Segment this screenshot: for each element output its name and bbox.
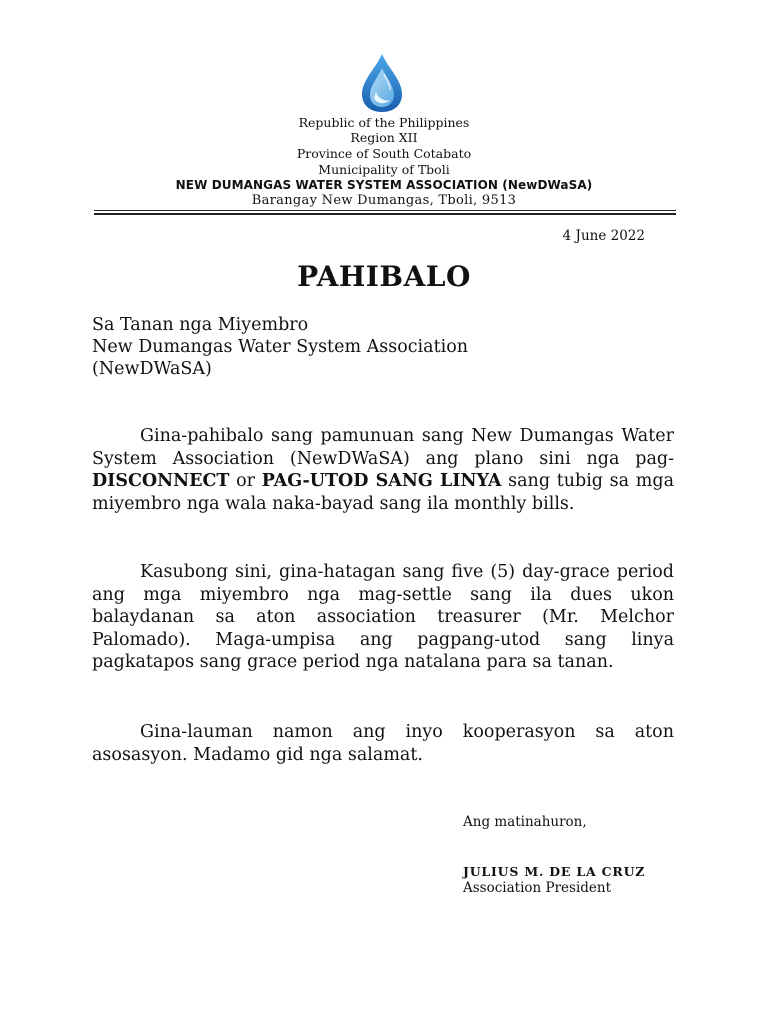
document-date: 4 June 2022 — [562, 228, 645, 244]
header-rule-top — [94, 210, 676, 211]
header-organization: NEW DUMANGAS WATER SYSTEM ASSOCIATION (NewDWaSA) — [175, 178, 593, 192]
header-country: Republic of the Philippines — [298, 115, 470, 130]
addressee-line: New Dumangas Water System Association — [92, 337, 469, 357]
closing-salutation: Ang matinahuron, — [463, 814, 587, 830]
header-province: Province of South Cotabato — [296, 146, 472, 161]
header-rule-bottom — [94, 213, 676, 215]
header-region: Region XII — [350, 130, 418, 145]
body-paragraph-3: Gina-lauman namon ang inyo kooperasyon sa aton asosasyon. Madamo gid nga salamat. — [92, 722, 674, 765]
body-paragraph-1: Gina-pahibalo sang pamunuan sang New Dumangas Water System Association (NewDWaSA) ang plano sini nga pag-DISCONNECT or PAG-UTOD SANG LINYA sang tubig sa mga miyembro nga wala naka-bayad sang ila monthly bills. — [92, 426, 675, 514]
body-paragraph-2: Kasubong sini, gina-hatagan sang five (5) day-grace period ang mga miyembro nga mag-settle sang ila dues ukon balaydanan sa aton association treasurer (Mr. Melchor Palomado). Maga-umpisa ang pagpang-utod sang linya pagkatapos sang grace period nga natalana para sa tanan. — [92, 562, 674, 673]
emphasis-pag-utod: PAG-UTOD SANG LINYA — [261, 471, 502, 492]
header-municipality: Municipality of Tboli — [318, 162, 450, 177]
addressee-block — [92, 314, 468, 380]
signer-name: JULIUS M. DE LA CRUZ — [463, 864, 646, 879]
header-address: Barangay New Dumangas, Tboli, 9513 — [251, 193, 517, 208]
page-title: PAHIBALO — [297, 260, 471, 293]
addressee-line: Sa Tanan nga Miyembro — [92, 315, 309, 335]
signer-title: Association President — [463, 880, 612, 896]
water-drop-logo-icon — [358, 52, 406, 114]
addressee-line: (NewDWaSA) — [92, 359, 212, 379]
emphasis-disconnect: DISCONNECT — [92, 471, 230, 492]
